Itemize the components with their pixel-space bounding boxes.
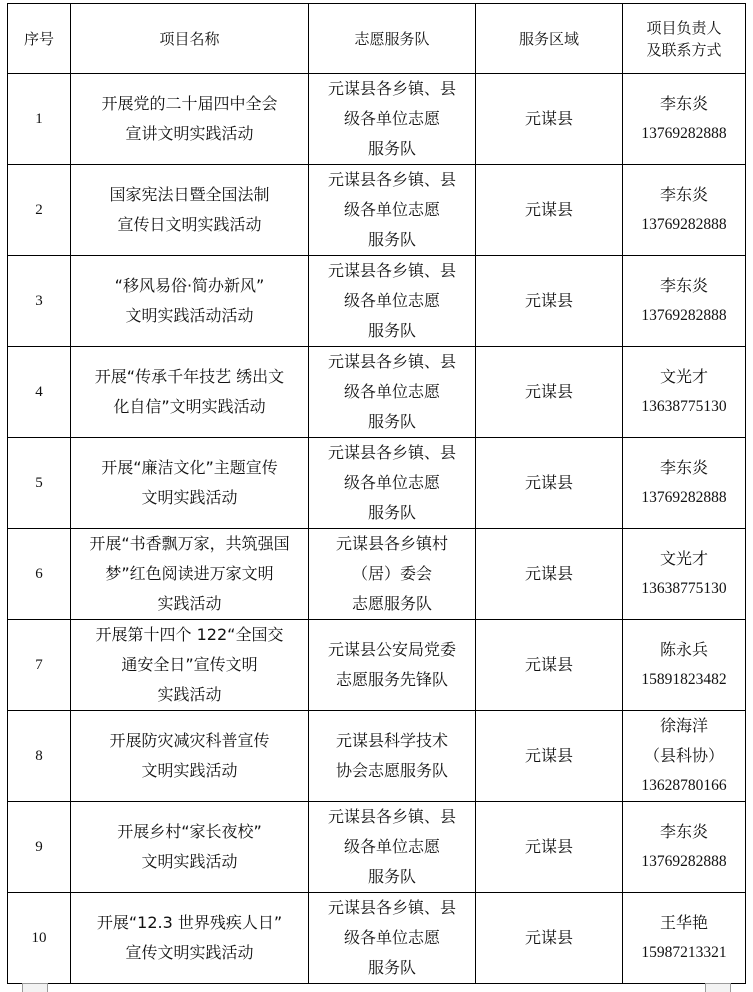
contact-person: [623, 711, 746, 802]
volunteer-team-line: 服务队: [367, 867, 416, 886]
project-name: [71, 893, 309, 984]
contact-person-line: 王华艳: [659, 913, 708, 932]
service-area: 元谋县: [476, 893, 623, 984]
header-area: 服务区域: [476, 4, 623, 74]
project-name-line: 实践活动: [157, 594, 222, 613]
volunteer-team: [309, 711, 476, 802]
contact-person: [623, 893, 746, 984]
contact-person-line: 李东炎: [659, 458, 708, 477]
contact-phone: 13769282888: [641, 853, 727, 870]
service-area: 元谋县: [476, 802, 623, 893]
contact-person-line: 李东炎: [659, 276, 708, 295]
contact-person: [623, 347, 746, 438]
project-name-line: 宣传文明实践活动: [125, 943, 254, 962]
contact-person: [623, 438, 746, 529]
project-name-line: 实践活动: [157, 685, 222, 704]
service-area: 元谋县: [476, 529, 623, 620]
header-project: 项目名称: [71, 4, 309, 74]
contact-person-line: 文光才: [659, 549, 708, 568]
volunteer-team-line: 级各单位志愿: [343, 200, 440, 219]
project-name-line: 文明实践活动: [141, 852, 238, 871]
volunteer-team-line: 级各单位志愿: [343, 837, 440, 856]
volunteer-team: [309, 893, 476, 984]
project-name-line: 化自信”文明实践活动: [113, 397, 266, 416]
contact-person: [623, 529, 746, 620]
volunteer-team-line: （居）委会: [351, 564, 432, 583]
table-row: [8, 165, 746, 256]
project-name-line: 开展第十四个 122“全国交: [95, 625, 284, 644]
contact-person: [623, 620, 746, 711]
row-index: 2: [8, 165, 71, 256]
project-name-line: 宣讲文明实践活动: [125, 124, 254, 143]
volunteer-team-line: 级各单位志愿: [343, 382, 440, 401]
header-contact-line: 及联系方式: [646, 40, 722, 59]
contact-person-line: （县科协）: [643, 746, 724, 765]
page-footer-mark-right: [705, 983, 731, 992]
volunteer-team: [309, 165, 476, 256]
volunteer-team-line: 级各单位志愿: [343, 291, 440, 310]
volunteer-team: [309, 256, 476, 347]
row-index: 1: [8, 74, 71, 165]
volunteer-team-line: 服务队: [367, 230, 416, 249]
volunteer-team-line: 服务队: [367, 139, 416, 158]
volunteer-team-line: 服务队: [367, 321, 416, 340]
volunteer-team: [309, 529, 476, 620]
table-row: [8, 711, 746, 802]
header-index: 序号: [8, 4, 71, 74]
volunteer-team-line: 元谋县各乡镇、县: [327, 170, 456, 189]
volunteer-team-line: 元谋县各乡镇、县: [327, 898, 456, 917]
service-area: 元谋县: [476, 711, 623, 802]
volunteer-team: [309, 620, 476, 711]
volunteer-team-line: 元谋县各乡镇、县: [327, 807, 456, 826]
contact-phone: 15987213321: [641, 944, 727, 961]
volunteer-team-line: 级各单位志愿: [343, 473, 440, 492]
row-index: 4: [8, 347, 71, 438]
project-name-line: 梦”红色阅读进万家文明: [105, 564, 274, 583]
volunteer-team-line: 元谋县各乡镇、县: [327, 443, 456, 462]
contact-person: [623, 802, 746, 893]
project-name: [71, 347, 309, 438]
volunteer-team-line: 元谋县各乡镇村: [335, 534, 448, 553]
project-name-line: 文明实践活动: [141, 761, 238, 780]
contact-phone: 13769282888: [641, 216, 727, 233]
row-index: 9: [8, 802, 71, 893]
table-row: [8, 529, 746, 620]
service-area: 元谋县: [476, 347, 623, 438]
page-footer-mark-left: [22, 983, 48, 992]
project-name: [71, 529, 309, 620]
service-area: 元谋县: [476, 165, 623, 256]
contact-person-line: 文光才: [659, 367, 708, 386]
project-name: [71, 802, 309, 893]
volunteer-team-line: 服务队: [367, 412, 416, 431]
table-row: [8, 802, 746, 893]
contact-phone: 13628780166: [641, 777, 727, 794]
project-name-line: 开展“书香飘万家，共筑强国: [89, 534, 290, 553]
project-name-line: 文明实践活动: [141, 488, 238, 507]
contact-person: [623, 165, 746, 256]
project-name-line: 开展防灾减灾科普宣传: [109, 731, 270, 750]
header-contact-line: 项目负责人: [646, 18, 722, 37]
volunteer-team-line: 服务队: [367, 503, 416, 522]
contact-person-line: 李东炎: [659, 822, 708, 841]
row-index: 6: [8, 529, 71, 620]
table-row: [8, 256, 746, 347]
table-row: [8, 893, 746, 984]
volunteer-team-line: 元谋县公安局党委: [327, 640, 456, 659]
contact-person-line: 陈永兵: [659, 640, 708, 659]
service-area: 元谋县: [476, 74, 623, 165]
volunteer-team: [309, 347, 476, 438]
volunteer-team: [309, 74, 476, 165]
header-team: 志愿服务队: [309, 4, 476, 74]
project-table: [7, 3, 746, 984]
volunteer-team: [309, 438, 476, 529]
table-row: [8, 438, 746, 529]
service-area: 元谋县: [476, 256, 623, 347]
contact-phone: 13769282888: [641, 125, 727, 142]
contact-person: [623, 74, 746, 165]
table-row: [8, 74, 746, 165]
volunteer-team-line: 元谋县各乡镇、县: [327, 79, 456, 98]
row-index: 8: [8, 711, 71, 802]
contact-phone: 13769282888: [641, 307, 727, 324]
contact-person-line: 李东炎: [659, 94, 708, 113]
table-row: [8, 347, 746, 438]
contact-person-line: 徐海洋: [659, 716, 708, 735]
row-index: 3: [8, 256, 71, 347]
header-row: [8, 4, 746, 74]
project-name-line: 宣传日文明实践活动: [117, 215, 262, 234]
table-body: [8, 74, 746, 984]
project-name-line: 开展“传承千年技艺 绣出文: [94, 367, 285, 386]
row-index: 5: [8, 438, 71, 529]
project-name-line: 开展“12.3 世界残疾人日”: [96, 913, 283, 932]
volunteer-team-line: 协会志愿服务队: [335, 761, 448, 780]
contact-phone: 13769282888: [641, 489, 727, 506]
volunteer-team: [309, 802, 476, 893]
contact-phone: 15891823482: [641, 671, 727, 688]
project-name: [71, 438, 309, 529]
contact-phone: 13638775130: [641, 580, 727, 597]
project-name-line: 开展党的二十届四中全会: [101, 94, 278, 113]
contact-person-line: 李东炎: [659, 185, 708, 204]
project-name-line: 开展“廉洁文化”主题宣传: [101, 458, 278, 477]
project-name: [71, 165, 309, 256]
volunteer-team-line: 服务队: [367, 958, 416, 977]
table-row: [8, 620, 746, 711]
project-name: [71, 711, 309, 802]
contact-phone: 13638775130: [641, 398, 727, 415]
service-area: 元谋县: [476, 438, 623, 529]
volunteer-team-line: 志愿服务队: [351, 594, 432, 613]
project-name-line: 通安全日”宣传文明: [121, 655, 258, 674]
volunteer-team-line: 级各单位志愿: [343, 109, 440, 128]
project-name-line: 文明实践活动活动: [125, 306, 254, 325]
volunteer-team-line: 级各单位志愿: [343, 928, 440, 947]
header-contact: [623, 4, 746, 74]
volunteer-team-line: 志愿服务先锋队: [335, 670, 448, 689]
volunteer-team-line: 元谋县各乡镇、县: [327, 261, 456, 280]
project-name: [71, 74, 309, 165]
volunteer-team-line: 元谋县科学技术: [335, 731, 448, 750]
project-name: [71, 620, 309, 711]
contact-person: [623, 256, 746, 347]
project-name-line: “移风易俗·简办新风”: [114, 276, 265, 295]
project-name-line: 国家宪法日暨全国法制: [109, 185, 270, 204]
service-area: 元谋县: [476, 620, 623, 711]
project-name-line: 开展乡村“家长夜校”: [117, 822, 262, 841]
row-index: 10: [8, 893, 71, 984]
row-index: 7: [8, 620, 71, 711]
volunteer-team-line: 元谋县各乡镇、县: [327, 352, 456, 371]
project-name: [71, 256, 309, 347]
